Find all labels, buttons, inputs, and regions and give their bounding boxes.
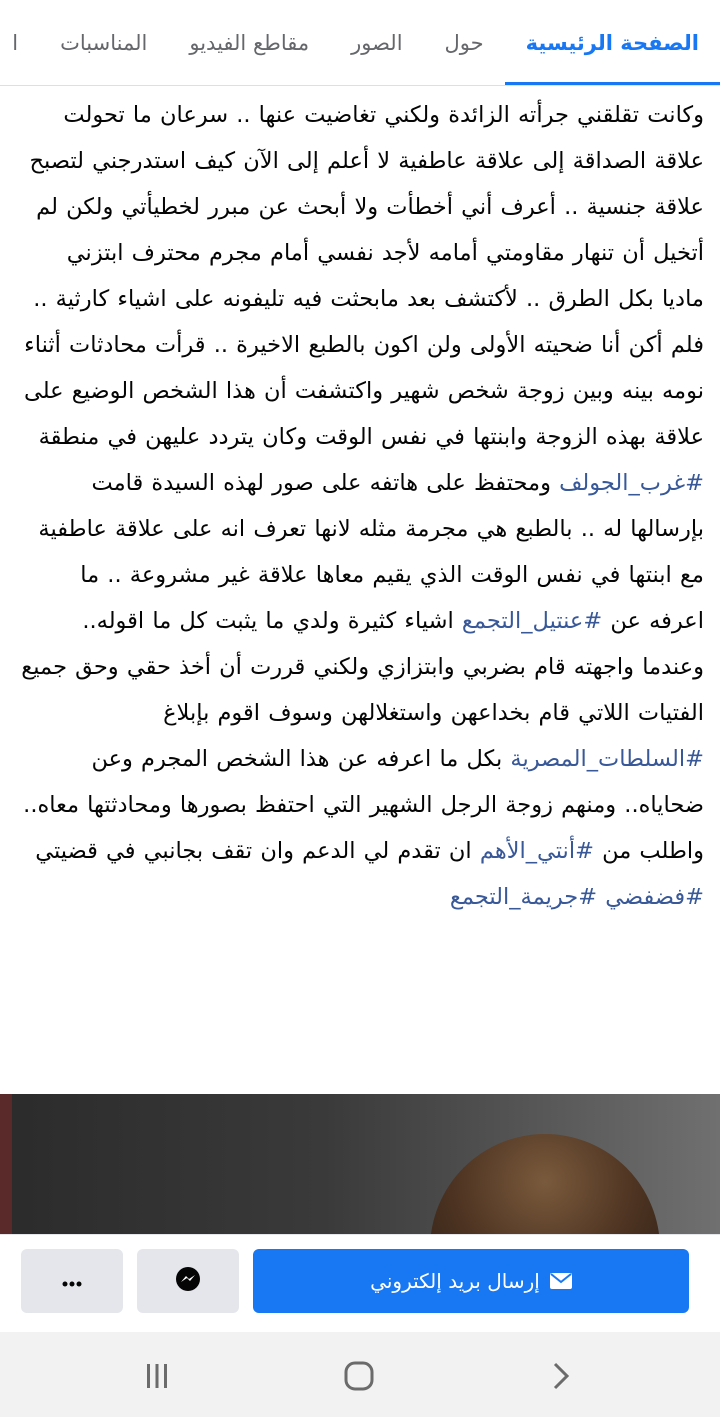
hashtag-link[interactable]: #فضفضي <box>605 884 704 910</box>
hashtag-link[interactable]: #جريمة_التجمع <box>449 884 598 910</box>
post-text-segment: اشياء كثيرة ولدي ما يثبت كل ما اقوله.. وعندما واجهته قام بضربي وابتزازي ولكني قررت أن أخذ حقي وحق جميع الفتيات اللاتي قام بخداعهن واستغلالهن وسوف اقوم بإبلاغ <box>21 608 704 726</box>
post-text-segment: بكل ما اعرفه عن هذا الشخص المجرم وعن ضحاياه.. ومنهم زوجة الرجل الشهير التي احتفظ بصورها ومحادثتها معاه.. واطلب من <box>23 746 704 864</box>
send-email-button[interactable] <box>253 1249 689 1313</box>
tab-events[interactable]: المناسبات <box>60 30 148 55</box>
page-action-bar <box>0 1234 720 1332</box>
tab-photos[interactable]: الصور <box>351 30 403 55</box>
tab-more-partial[interactable]: ا <box>12 30 19 55</box>
page-tab-bar <box>0 0 720 86</box>
photo-person <box>430 1134 660 1234</box>
hashtag-link[interactable]: #أنتي_الأهم <box>479 838 594 864</box>
post-text-segment: ومحتفظ على هاتفه على صور لهذه السيدة قامت بإرسالها له .. بالطبع هي مجرمة مثله لانها تعرف انه على علاقة عاطفية مع ابنتها في نفس الوقت الذي يقيم معاها علاقة غير مشروعة .. ما اعرفه عن <box>38 470 704 634</box>
tab-about[interactable]: حول <box>444 30 484 55</box>
system-nav-bar <box>0 1332 720 1417</box>
envelope-icon <box>550 1273 572 1289</box>
recents-icon[interactable] <box>139 1358 175 1394</box>
tab-home[interactable]: الصفحة الرئيسية <box>505 0 720 86</box>
more-options-button[interactable] <box>21 1249 123 1313</box>
messenger-icon <box>175 1266 201 1296</box>
tab-videos[interactable]: مقاطع الفيديو <box>189 30 310 55</box>
hashtag-link[interactable]: #السلطات_المصرية <box>510 746 704 772</box>
home-icon[interactable] <box>341 1358 377 1394</box>
photo-edge <box>0 1094 12 1234</box>
send-email-label: إرسال بريد إلكتروني <box>370 1269 540 1293</box>
messenger-button[interactable] <box>137 1249 239 1313</box>
back-icon[interactable] <box>543 1358 579 1394</box>
hashtag-link[interactable]: #عنتيل_التجمع <box>461 608 603 634</box>
post-text-segment: ان تقدم لي الدعم وان تقف بجانبي في قضيتي <box>35 838 480 864</box>
more-icon <box>62 1272 82 1291</box>
post-photo[interactable] <box>0 1094 720 1234</box>
post-text-segment: وكانت تقلقني جرأته الزائدة ولكني تغاضيت عنها .. سرعان ما تحولت علاقة الصداقة إلى علاقة عاطفية لا أعلم إلى الآن كيف استدرجني لتصبح علاقة جنسية .. أعرف أني أخطأت ولا أبحث عن مبرر لخطيأتي ولكن لم أتخيل أن تنهار مقاومتي أمامه لأجد نفسي أمام مجرم محترف ابتزني ماديا بكل الطرق .. لأكتشف بعد مابحثت فيه تليفونه على اشياء كارثية .. فلم أكن أنا ضحيته الأولى ولن اكون بالطبع الاخيرة .. قرأت محادثات أثناء نومه بينه وبين زوجة شخص شهير واكتشفت أن هذا الشخص الوضيع على علاقة بهذه الزوجة وابنتها في نفس الوقت وكان يتردد عليهن في منطقة <box>23 102 704 450</box>
hashtag-link[interactable]: #غرب_الجولف <box>559 470 704 496</box>
post-text <box>0 86 720 920</box>
post-body <box>0 86 720 1090</box>
